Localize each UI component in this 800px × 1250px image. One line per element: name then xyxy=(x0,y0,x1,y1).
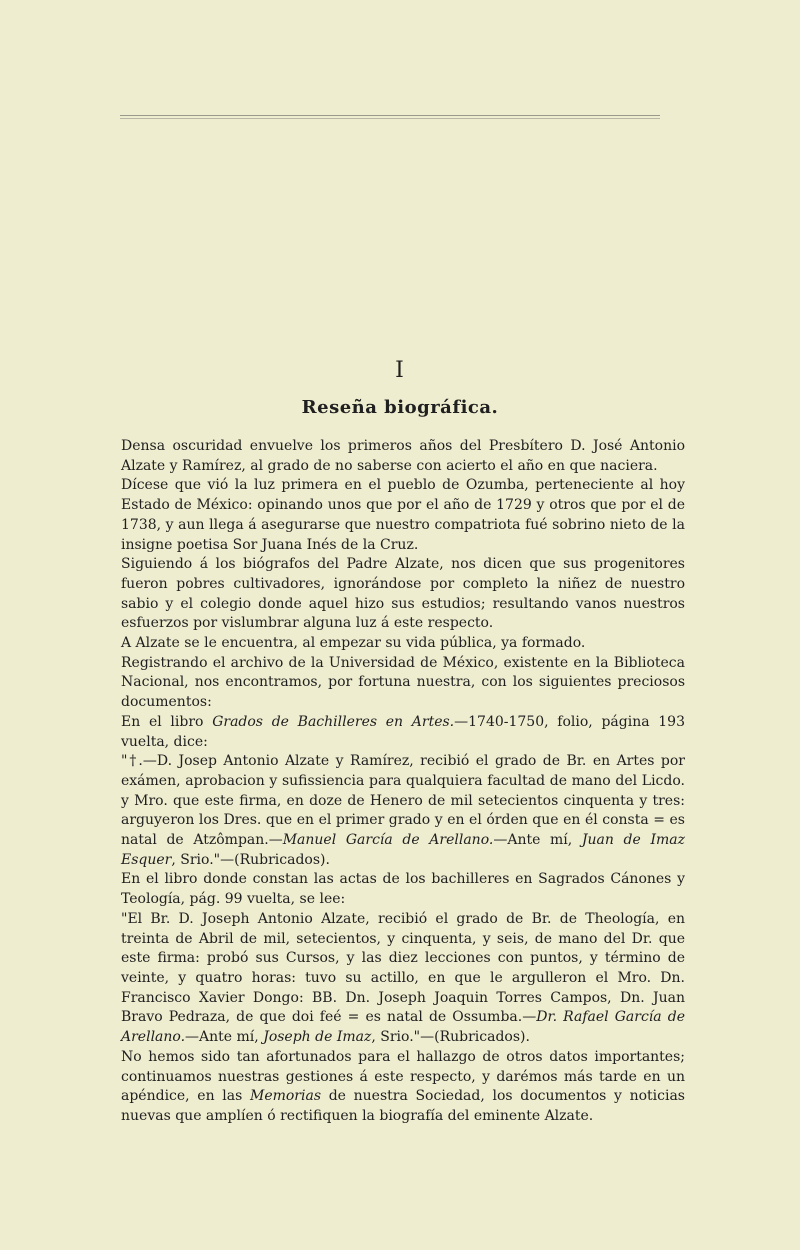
italic-text: Memorias xyxy=(249,1088,322,1105)
paragraph xyxy=(121,713,685,752)
paragraph xyxy=(121,654,685,713)
paragraph-text: "El Br. D. Joseph Antonio Alzate, recibió el grado de Br. de Theología, en treinta de Abril de mil, setecientos, y cinquenta, y seis, de mano del Dr. que este firma: probó sus Cursos, y las diez lecciones con puntos, y término de veinte, y quatro horas: tuvo su actillo, en que le argulleron el Mro. Dn. Francisco Xavier Dongo: BB. Dn. Joseph Joaquin Torres Campos, Dn. Juan Bravo Pedraza, de que doi feé = es natal de Ossumba.— xyxy=(121,910,685,1026)
italic-text: Dr. Rafael García de Arellano. xyxy=(121,1009,685,1046)
paragraph-text: Siguiendo á los biógrafos del Padre Alzate, nos dicen que sus progenitores fueron pobres cultivadores, ignorándose por completo la niñez de nuestro sabio y el colegio donde aquel hizo sus estudios; resultando vanos nuestros esfuerzos por vislumbrar alguna luz á este respecto. xyxy=(121,556,685,632)
paragraph-text: —1740-1750, folio, página 193 vuelta, dice: xyxy=(121,713,685,750)
paragraph xyxy=(121,752,685,870)
chapter-number: I xyxy=(395,358,405,383)
paragraph-text: de nuestra Sociedad, los documentos y noticias nuevas que amplíen ó rectifiquen la biografía del eminente Alzate. xyxy=(121,1088,685,1124)
italic-text: Grados de Bachilleres en Artes. xyxy=(212,713,455,730)
italic-text: Manuel García de Arellano. xyxy=(282,832,494,849)
paragraph xyxy=(121,555,685,634)
paragraph-text: Dícese que vió la luz primera en el pueblo de Ozumba, perteneciente al hoy Estado de México: opinando unos que por el año de 1729 y otros que por el de 1738, y aun llega á asegurarse que nuestro compatriota fué sobrino nieto de la insigne poetisa Sor Juana Inés de la Cruz. xyxy=(121,477,685,553)
paragraph-text: , Srio."—(Rubricados). xyxy=(371,1029,530,1046)
italic-text: Juan de Imaz Esquer xyxy=(121,832,685,868)
paragraph xyxy=(121,437,685,476)
italic-text: Joseph de Imaz xyxy=(263,1029,372,1046)
body-text xyxy=(121,437,685,1127)
paragraph xyxy=(121,1048,685,1127)
page-bottom-margin xyxy=(0,1220,800,1250)
paragraph-text: , Srio."—(Rubricados). xyxy=(171,851,330,868)
paragraph xyxy=(121,910,685,1048)
paragraph-text: —Ante mí, xyxy=(185,1029,264,1046)
paragraph-text: En el libro xyxy=(121,713,213,730)
paragraph-text: Registrando el archivo de la Universidad de México, existente en la Biblioteca Nacional, nos encontramos, por fortuna nuestra, con los siguientes preciosos documentos: xyxy=(121,654,685,711)
paragraph-text: A Alzate se le encuentra, al empezar su vida pública, ya formado. xyxy=(121,635,586,652)
paragraph xyxy=(121,634,685,654)
paragraph-text: Densa oscuridad envuelve los primeros años del Presbítero D. José Antonio Alzate y Ramírez, al grado de no saberse con acierto el año en que naciera. xyxy=(121,438,685,474)
paragraph-text: No hemos sido tan afortunados para el hallazgo de otros datos importantes; continuamos nuestras gestiones á este respecto, y darémos más tarde en un apéndice, en las xyxy=(121,1048,685,1105)
paragraph-text: En el libro donde constan las actas de los bachilleres en Sagrados Cánones y Teología, pág. 99 vuelta, se lee: xyxy=(121,871,685,908)
paragraph xyxy=(121,870,685,909)
header-rule xyxy=(120,115,660,116)
section-title: Reseña biográfica. xyxy=(301,397,499,418)
header-rule-shadow xyxy=(120,118,660,119)
paragraph xyxy=(121,476,685,555)
paragraph-text: —Ante mí, xyxy=(493,832,582,849)
paragraph-text: "†.—D. Josep Antonio Alzate y Ramírez, recibió el grado de Br. en Artes por exámen, aprobacion y sufissiencia para qualquiera facultad de mano del Licdo. y Mro. que este firma, en doze de Henero de mil setecientos cinquenta y tres: arguyeron los Dres. que en el primer grado y en el órden que en él consta = es natal de Atzômpan.— xyxy=(121,753,685,849)
